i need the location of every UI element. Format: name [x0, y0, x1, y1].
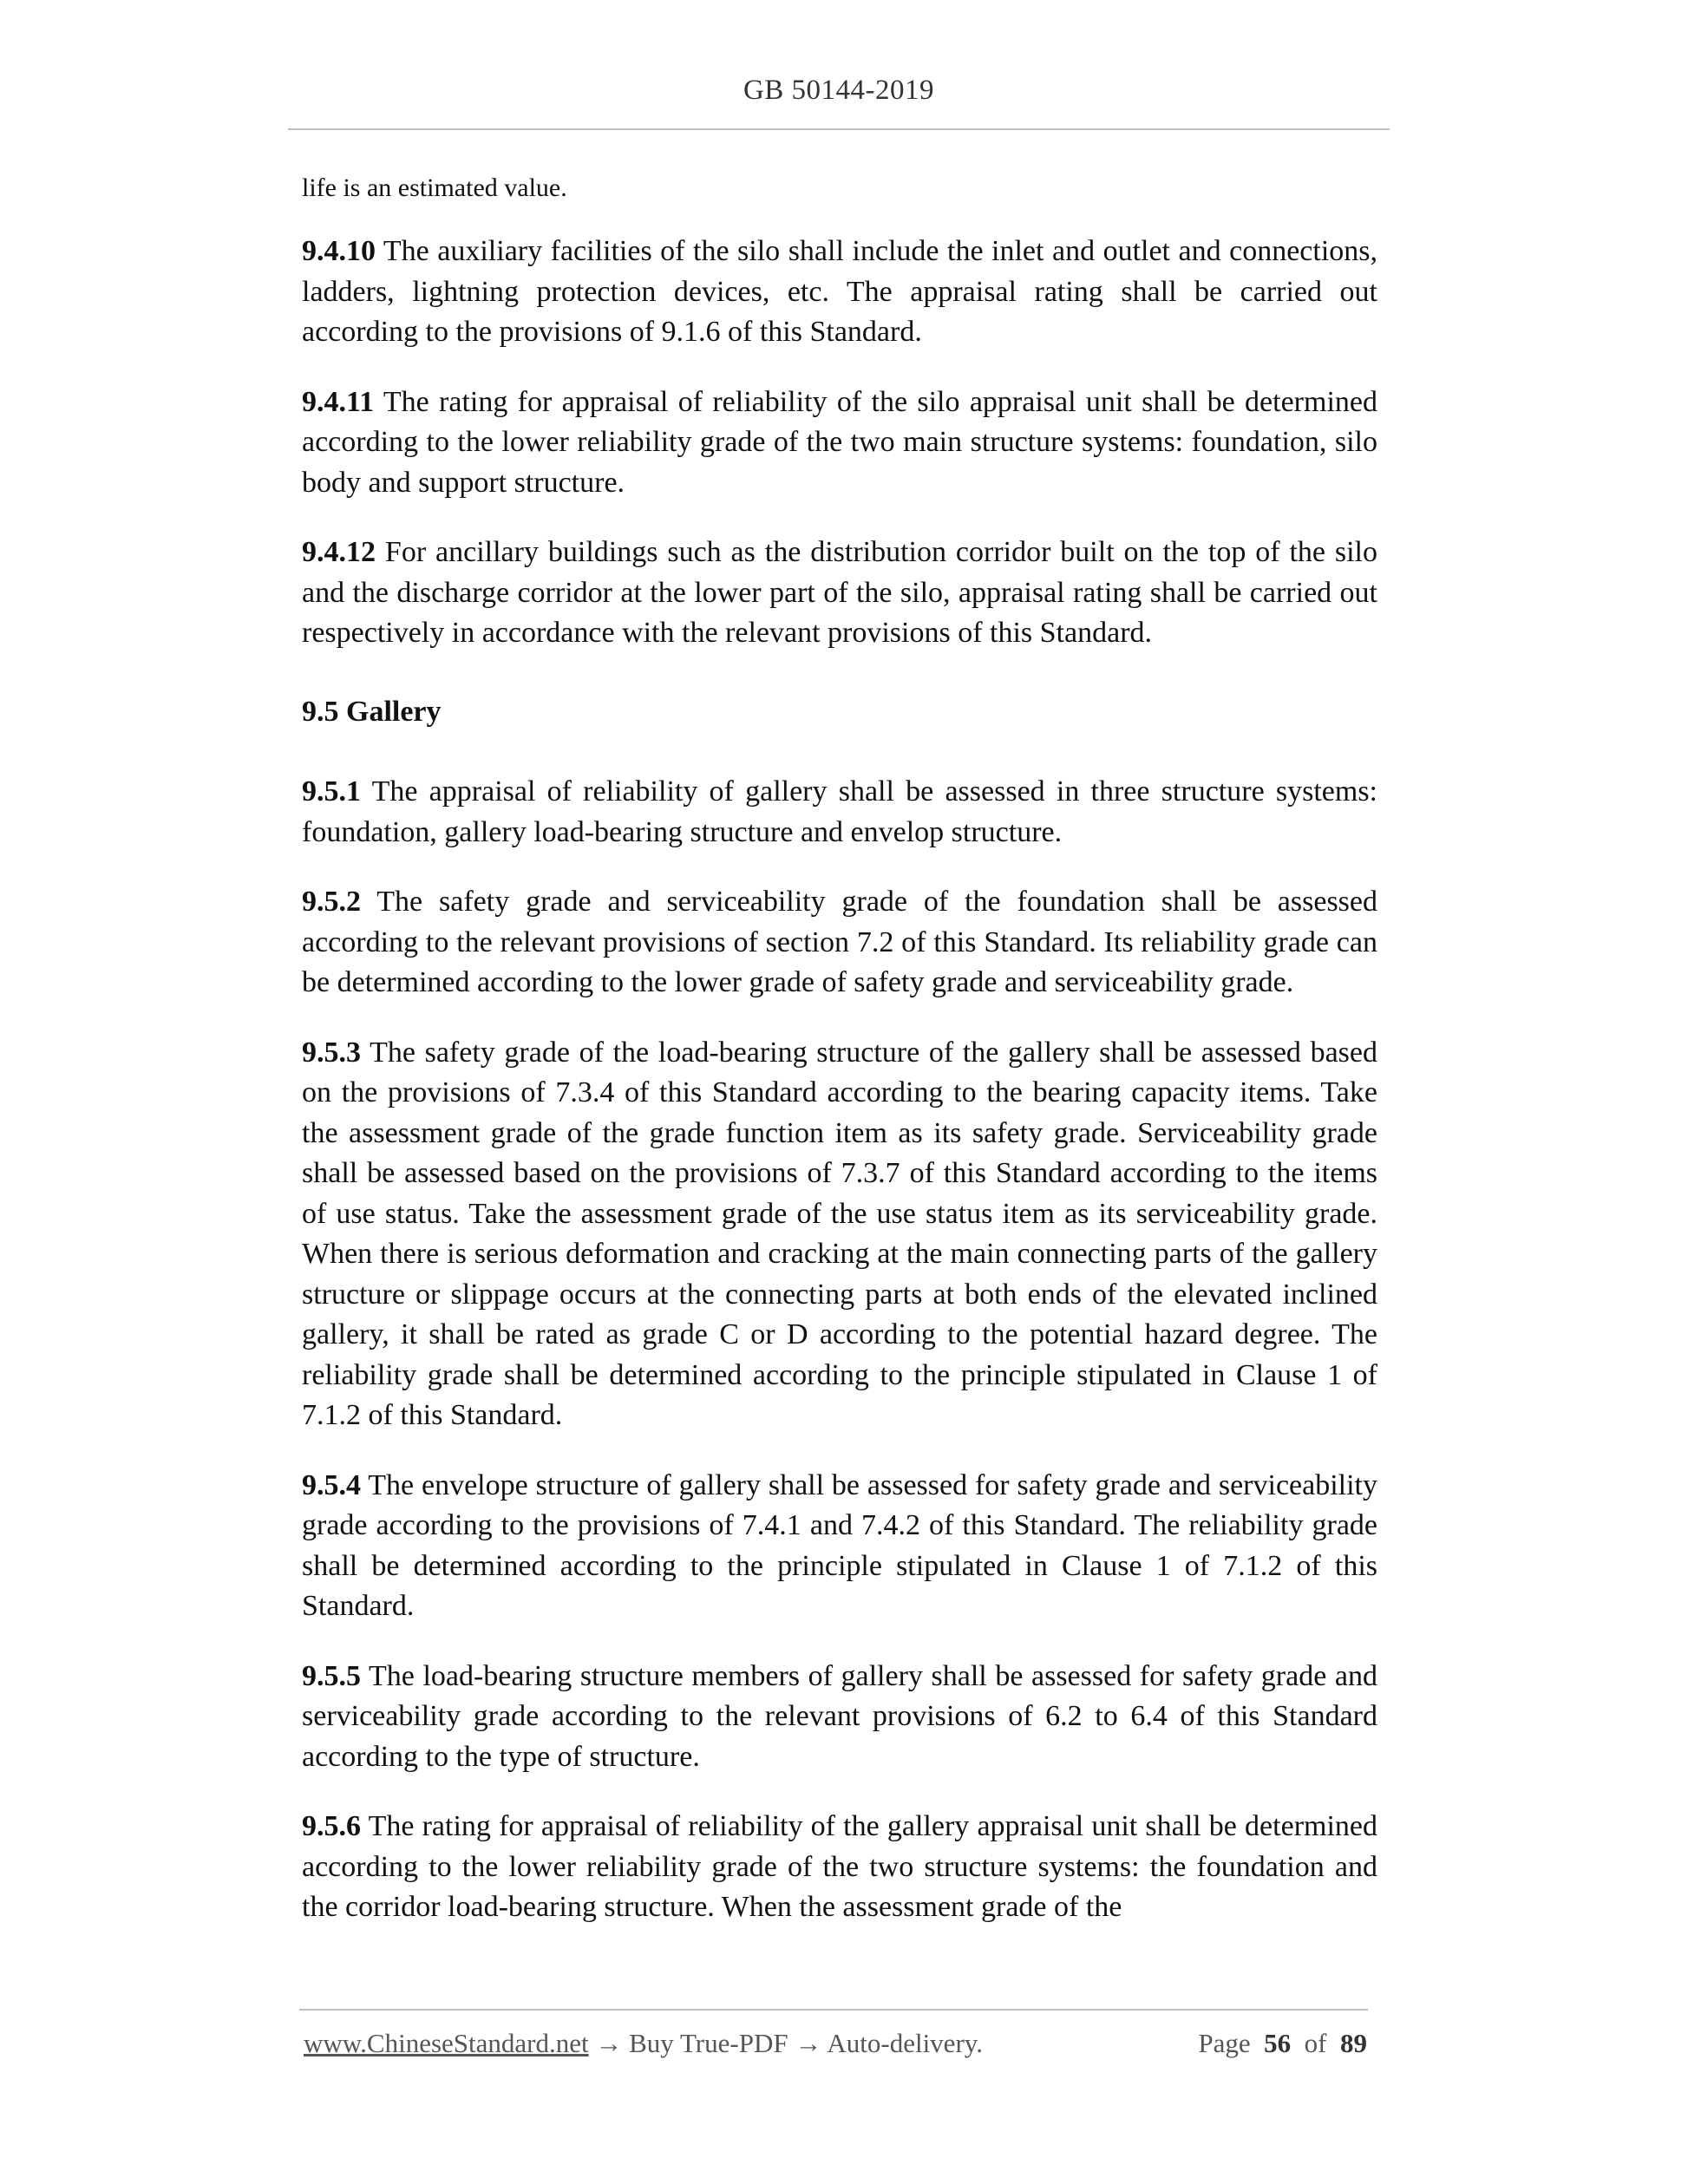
clause-number: 9.5.1: [302, 775, 361, 808]
clause-number: 9.5.6: [302, 1810, 361, 1842]
clause-number: 9.5.3: [302, 1036, 361, 1069]
page-label: Page: [1198, 2028, 1251, 2058]
clause-number: 9.5.2: [302, 886, 361, 918]
clause-9-5-2: [302, 882, 1377, 1004]
clause-9-5-4: [302, 1466, 1377, 1627]
clause-text: The rating for appraisal of reliability of the gallery appraisal unit shall be determined according to the lower reliability grade of the two structure systems: the foundation and the corridor load-bearing structure. When the assessment grade of the: [302, 1810, 1377, 1923]
clause-number: 9.5.5: [302, 1659, 361, 1692]
footer-divider: [299, 2009, 1368, 2011]
clause-text: The load-bearing structure members of gallery shall be assessed for safety grade and serviceability grade according to the relevant provisions of 6.2 to 6.4 of this Standard according to the type of structure.: [302, 1659, 1377, 1773]
clause-9-5-6: [302, 1807, 1377, 1928]
promo-text: → Buy True-PDF → Auto-delivery.: [595, 2028, 983, 2058]
clause-9-4-10: [302, 232, 1377, 353]
clause-text: The safety grade and serviceability grade of the foundation shall be assessed according to the relevant provisions of section 7.2 of this Standard. Its reliability grade can be determined according to the lower grade of safety grade and serviceability grade.: [302, 886, 1377, 998]
total-page-count: 89: [1340, 2028, 1367, 2058]
document-id: GB 50144-2019: [743, 75, 935, 106]
clause-number: 9.4.11: [302, 385, 375, 418]
header-divider: [288, 128, 1390, 130]
section-heading: 9.5 Gallery: [302, 695, 442, 728]
clause-text: The safety grade of the load-bearing structure of the gallery shall be assessed based on the provisions of 7.3.4 of this Standard according to the bearing capacity items. Take the assessment grade of the grade function item as its safety grade. Serviceability grade shall be assessed based on the provisions of 7.3.7 of this Standard according to the items of use status. Take the assessment grade of the use status item as its serviceability grade. When there is serious deformation and cracking at the main connecting parts of the gallery structure or slippage occurs at the connecting parts at both ends of the elevated inclined gallery, it shall be rated as grade C or D according to the potential hazard degree. The reliability grade shall be determined according to the principle stipulated in Clause 1 of 7.1.2 of this Standard.: [302, 1036, 1378, 1431]
clause-number: 9.4.10: [302, 235, 376, 267]
clause-9-4-11: [302, 383, 1377, 504]
clause-text: The envelope structure of gallery shall be assessed for safety grade and serviceability grade according to the provisions of 7.4.1 and 7.4.2 of this Standard. The reliability grade shall be determined according to the principle stipulated in Clause 1 of 7.1.2 of this Standard.: [302, 1468, 1377, 1622]
clause-number: 9.4.12: [302, 536, 376, 568]
clause-9-5-5: [302, 1657, 1377, 1778]
clause-9-4-12: [302, 533, 1377, 654]
footer-promo: [304, 2028, 983, 2059]
clause-9-5-1: [302, 772, 1377, 853]
running-header: [288, 75, 1390, 107]
clause-text: The rating for appraisal of reliability of the silo appraisal unit shall be determined according to the lower reliability grade of the two main structure systems: foundation, silo body and support structure.: [302, 385, 1377, 499]
page-body: [302, 160, 1377, 1958]
page-footer: [304, 2028, 1367, 2059]
page-indicator: [1198, 2028, 1367, 2059]
clause-number: 9.5.4: [302, 1468, 361, 1501]
site-link[interactable]: www.ChineseStandard.net: [304, 2028, 589, 2058]
page-of-label: of: [1304, 2028, 1327, 2058]
clause-text: The appraisal of reliability of gallery shall be assessed in three structure systems: foundation, gallery load-bearing structure and envelop structure.: [302, 775, 1377, 848]
clause-text: The auxiliary facilities of the silo shall include the inlet and outlet and connections, ladders, lightning protection devices, etc. The appraisal rating shall be carried out according to the provisions of 9.1.6 of this Standard.: [302, 235, 1378, 348]
clause-9-5-3: [302, 1033, 1377, 1436]
current-page-number: 56: [1264, 2028, 1292, 2058]
clause-text: For ancillary buildings such as the distribution corridor built on the top of the silo and the discharge corridor at the lower part of the silo, appraisal rating shall be carried out respectively in accordance with the relevant provisions of this Standard.: [302, 536, 1378, 649]
continued-text: life is an estimated value.: [302, 173, 567, 202]
